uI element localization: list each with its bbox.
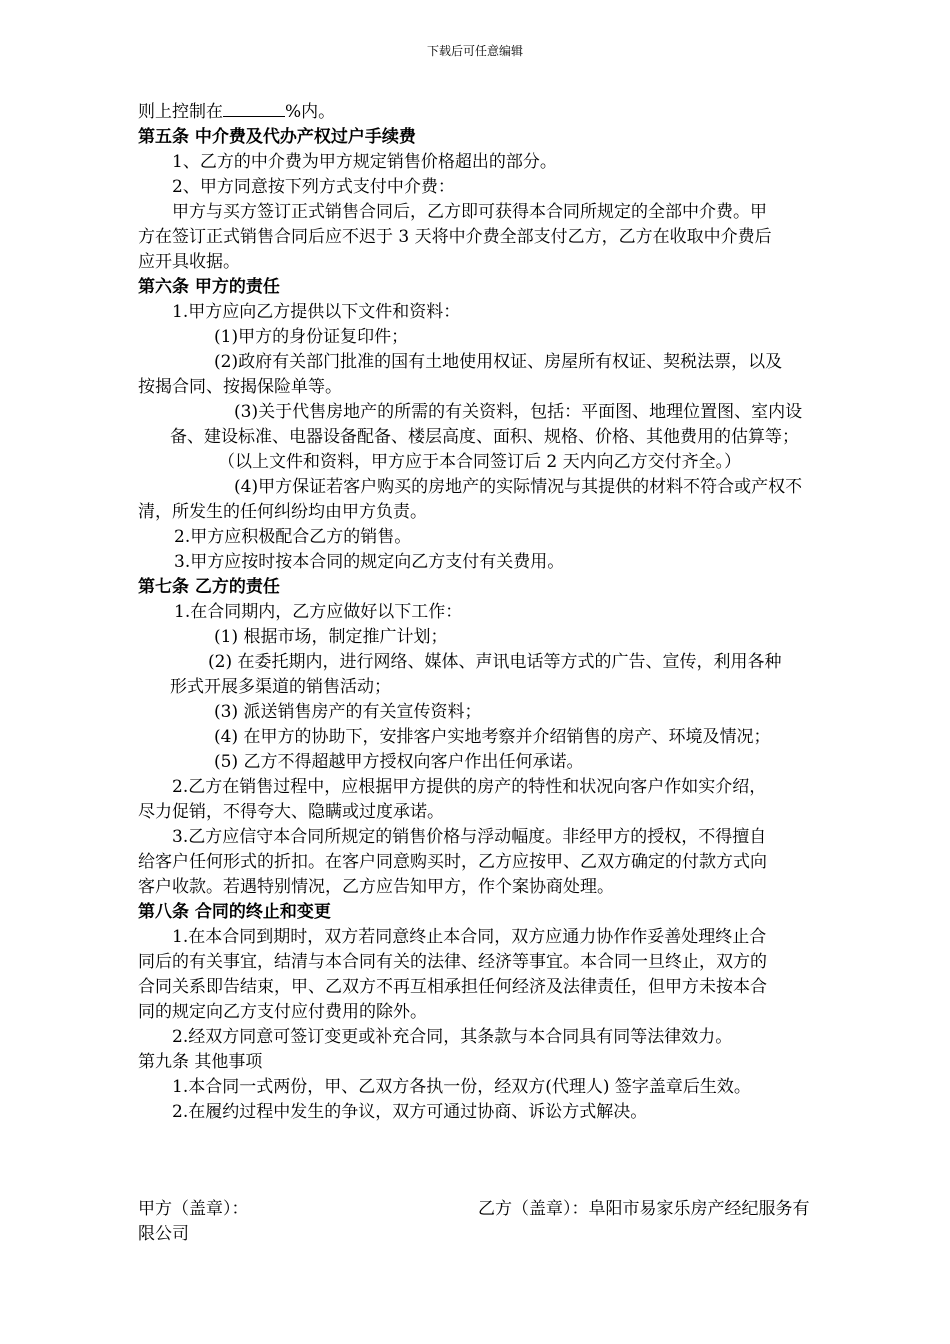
article-9-title: 第九条 其他事项 <box>138 1052 263 1072</box>
article-8-title: 第八条 合同的终止和变更 <box>138 902 331 922</box>
article-6-line: (3)关于代售房地产的所需的有关资料，包括：平面图、地理位置图、室内设 <box>234 402 803 422</box>
article-7-line: (1) 根据市场，制定推广计划； <box>214 627 448 647</box>
party-b-seal-label: 乙方（盖章）：阜阳市易家乐房产经纪服务有 <box>478 1199 810 1219</box>
article-7-line: 1.在合同期内，乙方应做好以下工作： <box>174 602 463 622</box>
article-8-line: 同的规定向乙方支付应付费用的除外。 <box>138 1002 427 1022</box>
article-7-line: 给客户任何形式的折扣。在客户同意购买时，乙方应按甲、乙双方确定的付款方式向 <box>138 852 767 872</box>
article-7-line: (3) 派送销售房产的有关宣传资料； <box>214 702 482 722</box>
article-5-line: 应开具收据。 <box>138 252 240 272</box>
article-6-title: 第六条 甲方的责任 <box>138 277 280 297</box>
article-8-line: 同后的有关事宜，结清与本合同有关的法律、经济等事宜。本合同一旦终止，双方的 <box>138 952 767 972</box>
article-5-line: 方在签订正式销售合同后应不迟于 3 天将中介费全部支付乙方，乙方在收取中介费后 <box>138 227 772 247</box>
page-header: 下载后可任意编辑 <box>426 44 523 58</box>
paragraph-line: 则上控制在 %内。 <box>138 102 336 122</box>
party-b-seal-label-continued: 限公司 <box>138 1224 189 1244</box>
article-6-line: 1.甲方应向乙方提供以下文件和资料： <box>172 302 461 322</box>
article-9-line: 1.本合同一式两份，甲、乙双方各执一份，经双方(代理人) 签字盖章后生效。 <box>172 1077 751 1097</box>
article-6-line: 备、建设标准、电器设备配备、楼层高度、面积、规格、价格、其他费用的估算等； <box>170 427 799 447</box>
percentage-blank <box>223 100 285 117</box>
article-7-line: 2.乙方在销售过程中，应根据甲方提供的房产的特性和状况向客户作如实介绍， <box>172 777 767 797</box>
article-7-line: 形式开展多渠道的销售活动； <box>170 677 391 697</box>
article-6-line: (1)甲方的身份证复印件； <box>214 327 409 347</box>
article-7-line: 客户收款。若遇特别情况，乙方应告知甲方，作个案协商处理。 <box>138 877 614 897</box>
article-7-line: (5) 乙方不得超越甲方授权向客户作出任何承诺。 <box>214 752 584 772</box>
party-a-seal-label: 甲方（盖章）： <box>138 1199 249 1219</box>
article-8-line: 合同关系即告结束，甲、乙双方不再互相承担任何经济及法律责任，但甲方未按本合 <box>138 977 767 997</box>
article-6-line: 2.甲方应积极配合乙方的销售。 <box>174 527 412 547</box>
article-6-line: （以上文件和资料，甲方应于本合同签订后 2 天内向乙方交付齐全。） <box>218 452 742 472</box>
article-5-line: 2、甲方同意按下列方式支付中介费： <box>172 177 455 197</box>
article-6-line: (2)政府有关部门批准的国有土地使用权证、房屋所有权证、契税法票，以及 <box>214 352 783 372</box>
article-6-line: 按揭合同、按揭保险单等。 <box>138 377 342 397</box>
article-7-line: 3.乙方应信守本合同所规定的销售价格与浮动幅度。非经甲方的授权，不得擅自 <box>172 827 767 847</box>
article-7-line: 尽力促销，不得夸大、隐瞒或过度承诺。 <box>138 802 444 822</box>
article-7-title: 第七条 乙方的责任 <box>138 577 280 597</box>
article-6-line: 清，所发生的任何纠纷均由甲方负责。 <box>138 502 427 522</box>
article-5-title: 第五条 中介费及代办产权过户手续费 <box>138 127 416 147</box>
article-6-line: 3.甲方应按时按本合同的规定向乙方支付有关费用。 <box>174 552 565 572</box>
article-7-line: (2) 在委托期内，进行网络、媒体、声讯电话等方式的广告、宣传，利用各种 <box>208 652 782 672</box>
article-7-line: (4) 在甲方的协助下，安排客户实地考察并介绍销售的房产、环境及情况； <box>214 727 771 747</box>
article-5-line: 1、乙方的中介费为甲方规定销售价格超出的部分。 <box>172 152 557 172</box>
article-6-line: (4)甲方保证若客户购买的房地产的实际情况与其提供的材料不符合或产权不 <box>234 477 803 497</box>
article-8-line: 2.经双方同意可签订变更或补充合同，其条款与本合同具有同等法律效力。 <box>172 1027 733 1047</box>
article-5-line: 甲方与买方签订正式销售合同后，乙方即可获得本合同所规定的全部中介费。甲 <box>172 202 767 222</box>
article-8-line: 1.在本合同到期时，双方若同意终止本合同，双方应通力协作作妥善处理终止合 <box>172 927 767 947</box>
article-9-line: 2.在履约过程中发生的争议，双方可通过协商、诉讼方式解决。 <box>172 1102 648 1122</box>
